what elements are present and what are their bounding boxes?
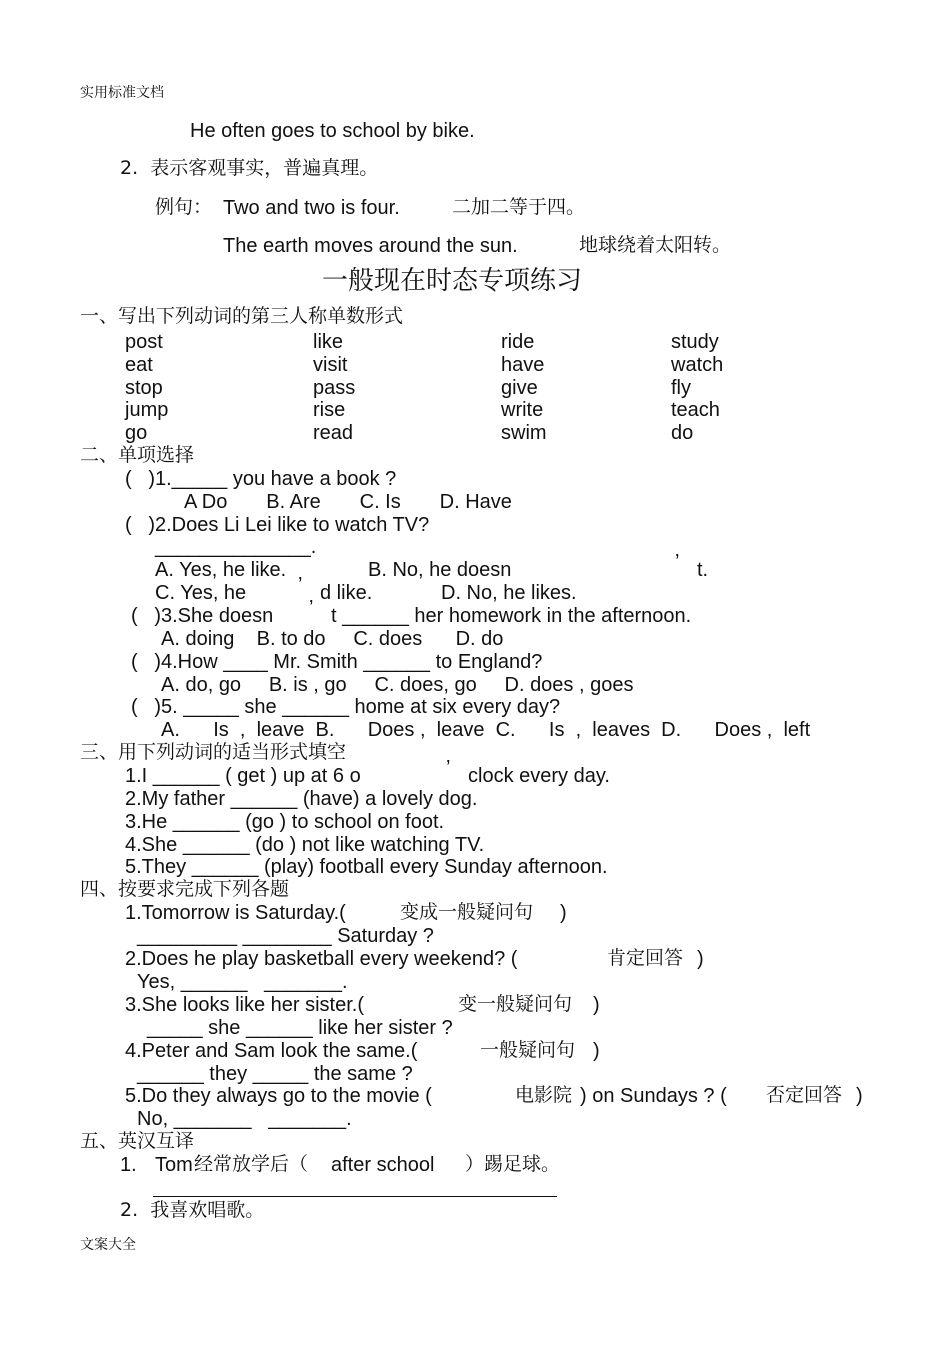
section-2-heading: 二、单项选择 [80, 444, 195, 466]
translate-1-text: 经常放学后（ [194, 1153, 309, 1175]
apostrophe: ’ [675, 551, 680, 573]
task-2-instruction: 肯定回答 [607, 947, 684, 969]
task-2: 2.Does he play basketball every weekend? ( [125, 948, 518, 970]
verb-item: visit [313, 354, 348, 376]
task-5-end: ) [856, 1085, 863, 1107]
question-5-options: A. Is , leave B. Does , leave C. Is , leaves D. Does , left [161, 719, 811, 741]
question-2-option-a: A. Yes, he like. [155, 559, 287, 581]
verb-item: eat [125, 354, 153, 376]
apostrophe: ’ [298, 574, 303, 596]
fill-5: 5.They ______ (play) football every Sunday afternoon. [125, 856, 608, 878]
task-2-answer: Yes, ______ _______. [137, 971, 348, 993]
section-3-heading: 三、用下列动词的适当形式填空 [80, 741, 347, 763]
rule-2: 2. 表示客观事实，普遍真理。 [120, 157, 379, 179]
task-4: 4.Peter and Sam look the same.( [125, 1040, 418, 1062]
verb-item: rise [313, 399, 346, 421]
question-2-blank: ______________. [155, 536, 317, 558]
question-4-options: A. do, go B. is , go C. does, go D. does , goes [161, 674, 634, 696]
verb-item: do [671, 422, 694, 444]
question-4: ( )4.How ____ Mr. Smith ______ to England? [131, 651, 543, 673]
verb-item: swim [501, 422, 547, 444]
translate-1-end: ）踢足球。 [465, 1153, 561, 1175]
page-footer: 文案大全 [80, 1237, 136, 1253]
question-2-option-d: D. No, he likes. [441, 582, 577, 604]
fill-2: 2.My father ______ (have) a lovely dog. [125, 788, 478, 810]
question-2-option-b: B. No, he doesn [368, 559, 512, 581]
page-header: 实用标准文档 [80, 85, 164, 101]
task-3-end: ) [593, 994, 600, 1016]
verb-item: stop [125, 377, 163, 399]
answer-line [153, 1196, 557, 1197]
task-5: 5.Do they always go to the movie ( [125, 1085, 432, 1107]
verb-item: jump [125, 399, 169, 421]
task-4-end: ) [593, 1040, 600, 1062]
translate-1-phrase: after school [331, 1154, 435, 1176]
verb-item: teach [671, 399, 720, 421]
task-1-answer: _________ ________ Saturday ? [137, 925, 434, 947]
question-2: ( )2.Does Li Lei like to watch TV? [125, 514, 430, 536]
task-3: 3.She looks like her sister.( [125, 994, 364, 1016]
fill-1: 1.I ______ ( get ) up at 6 o [125, 765, 361, 787]
translate-2: 2. 我喜欢唱歌。 [120, 1199, 265, 1221]
question-5: ( )5. _____ she ______ home at six every day? [131, 696, 561, 718]
apostrophe: ’ [446, 757, 451, 779]
task-4-answer: ______ they _____ the same ? [137, 1063, 413, 1085]
task-1: 1.Tomorrow is Saturday.( [125, 902, 346, 924]
question-3-end: t ______ her homework in the afternoon. [331, 605, 692, 627]
verb-item: write [501, 399, 544, 421]
question-2-option-c-end: d like. [320, 582, 373, 604]
task-3-answer: _____ she ______ like her sister ? [147, 1017, 453, 1039]
verb-item: read [313, 422, 354, 444]
example-2-cn: 地球绕着太阳转。 [579, 234, 732, 256]
task-5-instruction: 否定回答 [766, 1084, 843, 1106]
example-2-en: The earth moves around the sun. [223, 235, 518, 257]
verb-item: give [501, 377, 538, 399]
verb-item: study [671, 331, 719, 353]
fill-4: 4.She ______ (do ) not like watching TV. [125, 834, 485, 856]
verb-item: post [125, 331, 163, 353]
fill-3: 3.He ______ (go ) to school on foot. [125, 811, 445, 833]
task-1-end: ) [560, 902, 567, 924]
task-5-answer: No, _______ _______. [137, 1108, 352, 1130]
verb-item: pass [313, 377, 356, 399]
example-1-en: Two and two is four. [223, 197, 400, 219]
task-5-place: 电影院 [515, 1084, 573, 1106]
section-4-heading: 四、按要求完成下列各题 [80, 878, 290, 900]
verb-item: have [501, 354, 545, 376]
question-3: ( )3.She doesn [131, 605, 274, 627]
example-sentence: He often goes to school by bike. [190, 120, 475, 142]
task-4-instruction: 一般疑问句 [480, 1039, 576, 1061]
question-3-options: A. doing B. to do C. does D. do [161, 628, 504, 650]
task-1-instruction: 变成一般疑问句 [400, 901, 534, 923]
task-5-mid: ) on Sundays ? ( [580, 1085, 727, 1107]
question-1: ( )1._____ you have a book ? [125, 468, 397, 490]
task-2-end: ) [697, 948, 704, 970]
verb-item: go [125, 422, 148, 444]
example-label: 例句： [155, 196, 213, 218]
apostrophe: ’ [309, 597, 314, 619]
question-1-options: A Do B. Are C. Is D. Have [184, 491, 512, 513]
section-5-heading: 五、英汉互译 [80, 1130, 195, 1152]
question-2-option-b-end: t. [697, 559, 709, 581]
verb-item: watch [671, 354, 724, 376]
section-1-heading: 一、写出下列动词的第三人称单数形式 [80, 305, 404, 327]
question-2-option-c: C. Yes, he [155, 582, 247, 604]
page-title: 一般现在时态专项练习 [322, 266, 583, 296]
verb-item: fly [671, 377, 691, 399]
translate-1-number: 1. [120, 1154, 137, 1176]
fill-1-end: clock every day. [468, 765, 610, 787]
example-1-cn: 二加二等于四。 [452, 196, 586, 218]
translate-1-name: Tom [155, 1154, 193, 1176]
verb-item: like [313, 331, 344, 353]
task-3-instruction: 变一般疑问句 [458, 993, 573, 1015]
verb-item: ride [501, 331, 535, 353]
